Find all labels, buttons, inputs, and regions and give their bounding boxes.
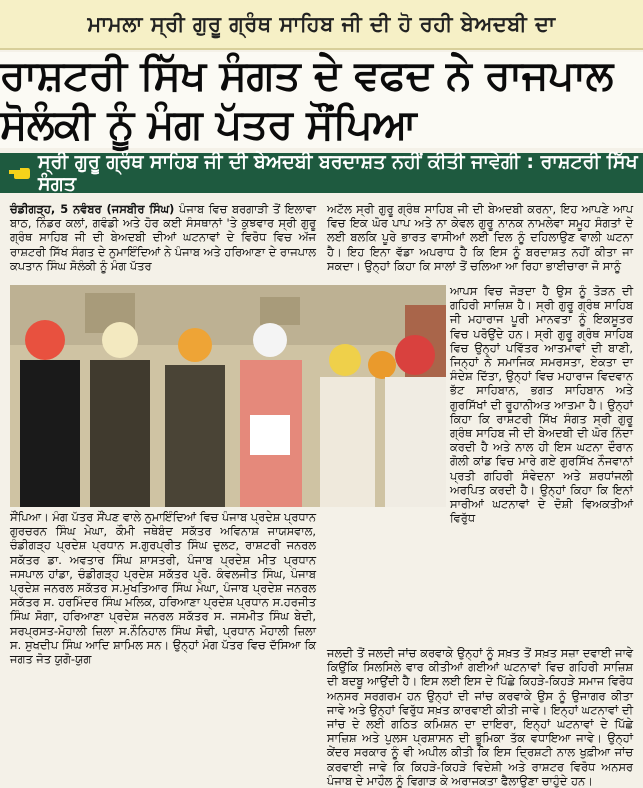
article-col-left-bottom: ਸੌਂਪਿਆ। ਮੰਗ ਪੱਤਰ ਸੌਂਪਣ ਵਾਲੇ ਨੁਮਾਇੰਦਿਆਂ ਵਿਚ ਪੰਜਾਬ ਪ੍ਰਦੇਸ਼ ਪ੍ਰਧਾਨ ਗੁਰਚਰਨ ਸਿੰਘ ਮੇਘਾ, ਕੌਮੀ ਜਥੇਬੰਦ ਸਕੱਤਰ ਅਵਿਨਾਸ਼ ਜਾਯਸਵਾਲ, ਚੰਡੀਗੜ੍ਹ ਪ੍ਰਦੇਸ਼ ਪ੍ਰਧਾਨ ਸ.ਗੁਰਪ੍ਰੀਤ ਸਿੰਘ ਦੁਲਟ, ਰਾਸ਼ਟਰੀ ਜਨਰਲ ਸਕੱਤਰ ਡਾ. ਅਵਤਾਰ ਸਿੰਘ ਸ਼ਾਸਤਰੀ, ਪੰਜਾਬ ਪ੍ਰਦੇਸ਼ ਮੀਤ ਪ੍ਰਧਾਨ ਜਸਪਾਲ ਹਾਂਡਾ, ਚੰਡੀਗੜ੍ਹ ਪ੍ਰਦੇਸ਼ ਸਕੱਤਰ ਪ੍ਰੋ. ਕੰਵਲਜੀਤ ਸਿੰਘ, ਪੰਜਾਬ ਪ੍ਰਦੇਸ਼ ਜਨਰਲ ਸਕੱਤਰ ਸ.ਮੁਖਤਿਆਰ ਸਿੰਘ ਮੇਘਾ, ਪੰਜਾਬ ਪ੍ਰਦੇਸ਼ ਜਨਰਲ ਸਕੱਤਰ ਸ. ਹਰਮਿੰਦਰ ਸਿੰਘ ਮਲਿਕ, ਹਰਿਆਣਾ ਪ੍ਰਦੇਸ਼ ਪ੍ਰਧਾਨ ਸ.ਹਰਜੀਤ ਸਿੰਘ ਸੋਗਾ, ਹਰਿਆਣਾ ਪ੍ਰਦੇਸ਼ ਜਨਰਲ ਸਕੱਤਰ ਸ. ਜਸਮੀਤ ਸਿੰਘ ਬੇਦੀ, ਸਰਪ੍ਰਸਤ-ਮੋਹਾਲੀ ਜ਼ਿਲਾ ਸ.ਨੌਨਿਹਾਲ ਸਿੰਘ ਸੋਢੀ, ਪ੍ਰਧਾਨ ਮੋਹਾਲੀ ਜ਼ਿਲਾ ਸ. ਸੁਖਦੀਪ ਸਿੰਘ ਆਦਿ ਸ਼ਾਮਿਲ ਸਨ। ਉਨ੍ਹਾਂ ਮੰਗ ਪੱਤਰ ਵਿਚ ਦੱਸਿਆ ਕਿ ਜਗਤ ਜੋਤ ਯੁਗੋ-ਯੁਗ [10,510,316,667]
pointing-hand-icon [8,166,30,180]
article-text-1: ਪੰਜਾਬ ਵਿਚ ਬਰਗਾੜੀ ਤੋਂ ਇਲਾਵਾ ਬਾਠ, ਨਿੰਡਰ ਕਲਾਂ, ਗਵੰਡੀ ਅਤੇ ਹੋਰ ਕਈ ਸੰਸਥਾਨਾਂ 'ਤੇ ਕੁਝਵਾਰ ਸ੍ਰੀ ਗੁਰੂ ਗ੍ਰੰਥ ਸਾਹਿਬ ਜੀ ਦੀ ਬੇਅਦਬੀ ਦੀਆਂ ਘਟਨਾਵਾਂ ਦੇ ਵਿਰੋਧ ਵਿਚ ਅੱਜ ਰਾਸ਼ਟਰੀ ਸਿੱਖ ਸੰਗਤ ਦੇ ਨੁਮਾਇੰਦਿਆਂ ਨੇ ਪੰਜਾਬ ਅਤੇ ਹਰਿਆਣਾ ਦੇ ਰਾਜਪਾਲ ਕਪਤਾਨ ਸਿੰਘ ਸੋਲੰਕੀ ਨੂੰ ਮੰਗ ਪੱਤਰ [10,202,317,273]
news-photo [10,285,446,507]
subheadline-band [0,153,643,193]
subheadline-text: ਸ੍ਰੀ ਗੁਰੂ ਗ੍ਰੰਥ ਸਾਹਿਬ ਜੀ ਦੀ ਬੇਅਦਬੀ ਬਰਦਾਸ਼ਤ ਨਹੀਂ ਕੀਤੀ ਜਾਵੇਗੀ : ਰਾਸ਼ਟਰੀ ਸਿੱਖ ਸੰਗਤ [38,151,638,195]
dateline: ਚੰਡੀਗੜ੍ਹ, 5 ਨਵੰਬਰ (ਜਸਬੀਰ ਸਿੰਘ) [10,202,175,216]
main-headline: ਰਾਸ਼ਟਰੀ ਸਿੱਖ ਸੰਗਤ ਦੇ ਵਫਦ ਨੇ ਰਾਜਪਾਲ ਸੋਲੰਕੀ ਨੂੰ ਮੰਗ ਪੱਤਰ ਸੌਂਪਿਆ [0,52,643,148]
article-col-right-middle: ਆਪਸ ਵਿਚ ਜੋੜਦਾ ਹੈ ਉਸ ਨੂੰ ਤੋੜਨ ਦੀ ਗਹਿਰੀ ਸਾਜ਼ਿਸ਼ ਹੈ। ਸ੍ਰੀ ਗੁਰੂ ਗ੍ਰੰਥ ਸਾਹਿਬ ਜੀ ਮਹਾਰਾਜ ਪੂਰੀ ਮਾਨਵਤਾ ਨੂੰ ਇਕਸੂਤਰ ਵਿਚ ਪਰੋਉਂਦੇ ਹਨ। ਸ੍ਰੀ ਗੁਰੂ ਗ੍ਰੰਥ ਸਾਹਿਬ ਵਿਚ ਉਨ੍ਹਾਂ ਪਵਿੱਤਰ ਆਤਮਾਵਾਂ ਦੀ ਬਾਣੀ, ਜਿਨ੍ਹਾਂ ਨੇ ਸਮਾਜਿਕ ਸਮਰਸਤਾ, ਏਕਤਾ ਦਾ ਸੰਦੇਸ਼ ਦਿੱਤਾ, ਉਨ੍ਹਾਂ ਵਿਚ ਮਹਾਰਾਜ ਵਿਦਵਾਨ ਭੱਟ ਸਾਹਿਬਾਨ, ਭਗਤ ਸਾਹਿਬਾਨ ਅਤੇ ਗੁਰਸਿੱਖਾਂ ਦੀ ਰੂਹਾਨੀਅਤ ਆਤਮਾ ਹੈ। ਉਨ੍ਹਾਂ ਕਿਹਾ ਕਿ ਰਾਸ਼ਟਰੀ ਸਿੱਖ ਸੰਗਤ ਸ੍ਰੀ ਗੁਰੂ ਗ੍ਰੰਥ ਸਾਹਿਬ ਜੀ ਦੀ ਬੇਅਦਬੀ ਦੀ ਘੋਰ ਨਿੰਦਾ ਕਰਦੀ ਹੈ ਅਤੇ ਨਾਲ ਹੀ ਇਸ ਘਟਨਾ ਦੌਰਾਨ ਗੋਲੀ ਕਾਂਡ ਵਿਚ ਮਾਰੇ ਗਏ ਗੁਰਸਿੱਖ ਨੌਜਵਾਨਾਂ ਪ੍ਰਤੀ ਗਹਿਰੀ ਸੰਵੇਦਨਾ ਅਤੇ ਸ਼ਰਧਾਂਜਲੀ ਅਰਪਿਤ ਕਰਦੀ ਹੈ। ਉਨ੍ਹਾਂ ਕਿਹਾ ਕਿ ਇਨਾਂ ਸਾਰੀਆਂ ਘਟਨਾਵਾਂ ਦੇ ਦੋਸ਼ੀ ਵਿਅਕਤੀਆਂ ਵਿਰੁੱਧ [450,284,633,526]
article-col-left-top [10,202,316,282]
kicker-headline: ਮਾਮਲਾ ਸ੍ਰੀ ਗੁਰੂ ਗ੍ਰੰਥ ਸਾਹਿਬ ਜੀ ਦੀ ਹੋ ਰਹੀ ਬੇਅਦਬੀ ਦਾ [0,0,643,50]
article-col-right-top: ਅਟੱਲ ਸ੍ਰੀ ਗੁਰੂ ਗ੍ਰੰਥ ਸਾਹਿਬ ਜੀ ਦੀ ਬੇਅਦਬੀ ਕਰਨਾ, ਇਹ ਆਪਣੇ ਆਪ ਵਿਚ ਇਕ ਘੋਰ ਪਾਪ ਅਤੇ ਨਾ ਕੇਵਲ ਗੁਰੂ ਨਾਨਕ ਨਾਮਲੇਵਾ ਸਮੂਹ ਸੰਗਤਾਂ ਦੇ ਲਈ ਬਲਕਿ ਪੂਰੇ ਭਾਰਤ ਵਾਸੀਆਂ ਲਈ ਦਿਲ ਨੂੰ ਦਹਿਲਾਉਣ ਵਾਲੀ ਘਟਨਾ ਹੈ। ਇਹ ਇਨਾ ਵੱਡਾ ਅਪਰਾਧ ਹੈ ਕਿ ਇਸ ਨੂੰ ਬਰਦਾਸ਼ਤ ਨਹੀਂ ਕੀਤਾ ਜਾ ਸਕਦਾ। ਉਨ੍ਹਾਂ ਕਿਹਾ ਕਿ ਸਾਲਾਂ ਤੋਂ ਚਲਿਆ ਆ ਰਿਹਾ ਭਾਈਚਾਰਾ ਜੋ ਸਾਨੂੰ [327,202,633,273]
article-col-right-bottom: ਜਲਦੀ ਤੋਂ ਜਲਦੀ ਜਾਂਚ ਕਰਵਾਕੇ ਉਨ੍ਹਾਂ ਨੂੰ ਸਖ਼ਤ ਤੋਂ ਸਖ਼ਤ ਸਜ਼ਾ ਦਵਾਈ ਜਾਵੇ ਕਿਉਂਕਿ ਸਿਲਸਿਲੇ ਵਾਰ ਕੀਤੀਆਂ ਗਈਆਂ ਘਟਨਾਵਾਂ ਵਿਚ ਗਹਿਰੀ ਸਾਜ਼ਿਸ਼ ਦੀ ਬਦਬੂ ਆਉਂਦੀ ਹੈ। ਇਸ ਲਈ ਇਸ ਦੇ ਪਿੱਛੇ ਕਿਹੜੇ-ਕਿਹੜੇ ਸਮਾਜ ਵਿਰੋਧ ਅਨਸਰ ਸਰਗਰਮ ਹਨ ਉਨ੍ਹਾਂ ਦੀ ਜਾਂਚ ਕਰਵਾਕੇ ਉਸ ਨੂੰ ਉਜਾਗਰ ਕੀਤਾ ਜਾਵੇ ਅਤੇ ਉਨ੍ਹਾਂ ਵਿਰੁੱਧ ਸਖ਼ਤ ਕਾਰਵਾਈ ਕੀਤੀ ਜਾਵੇ। ਇਨ੍ਹਾਂ ਘਟਨਾਵਾਂ ਦੀ ਜਾਂਚ ਦੇ ਲਈ ਗਠਿਤ ਕਮਿਸ਼ਨ ਦਾ ਦਾਇਰਾ, ਇਨ੍ਹਾਂ ਘਟਨਾਵਾਂ ਦੇ ਪਿੱਛੇ ਸਾਜ਼ਿਸ਼ ਅਤੇ ਪੁਲਸ ਪ੍ਰਸ਼ਾਸਨ ਦੀ ਭੂਮਿਕਾ ਤੱਕ ਵਧਾਇਆ ਜਾਵੇ। ਉਨ੍ਹਾਂ ਕੇਂਦਰ ਸਰਕਾਰ ਨੂੰ ਵੀ ਅਪੀਲ ਕੀਤੀ ਕਿ ਇਸ ਦ੍ਰਿਸ਼ਟੀ ਨਾਲ ਖੁਫ਼ੀਆ ਜਾਂਚ ਕਰਵਾਈ ਜਾਵੇ ਕਿ ਕਿਹੜੇ-ਕਿਹੜੇ ਵਿਦੇਸ਼ੀ ਅਤੇ ਰਾਸ਼ਟਰ ਵਿਰੋਧ ਅਨਸਰ ਪੰਜਾਬ ਦੇ ਮਾਹੌਲ ਨੂੰ ਵਿਗਾੜ ਕੇ ਅਰਾਜਕਤਾ ਫੈਲਾਉਣਾ ਚਾਹੁੰਦੇ ਹਨ। [327,646,633,788]
